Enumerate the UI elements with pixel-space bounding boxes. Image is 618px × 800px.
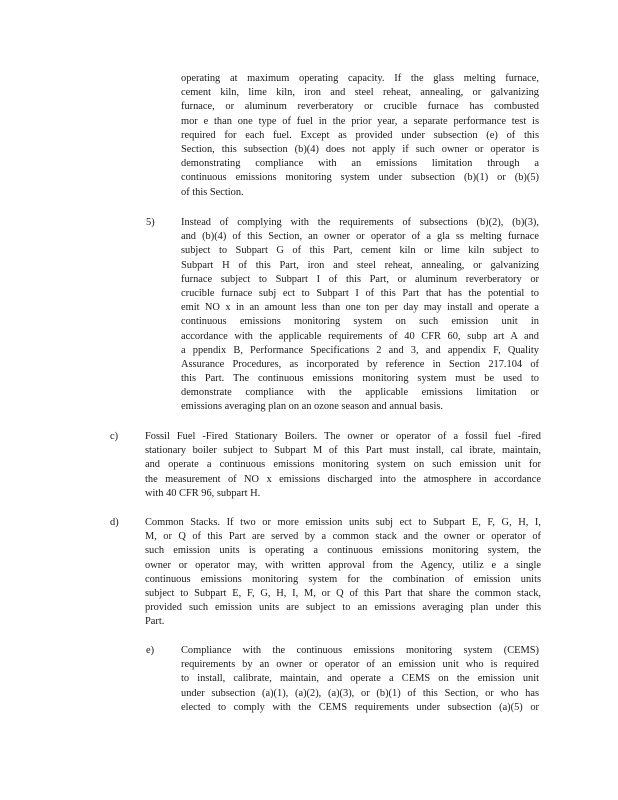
paragraph-line: stationary boiler subject to Subpart M of this Part must install, cal ibrate, maintain,	[145, 445, 541, 457]
paragraph-line: with 40 CFR 96, subpart H.	[145, 487, 261, 499]
paragraph-line: requirements by an owner or operator of an emission unit who is required	[181, 659, 539, 671]
paragraph-line: Instead of complying with the requirements of subsections (b)(2), (b)(3),	[181, 217, 539, 228]
paragraph-line: Assurance Procedures, as incorporated by reference in Section 217.104 of	[181, 358, 539, 370]
item-c-paragraph	[145, 430, 541, 501]
paragraph-line: furnace subject to Subpart I of this Part, or aluminum reverberatory or	[181, 273, 539, 285]
paragraph-line: Common Stacks. If two or more emission units subj ect to Subpart E, F, G, H, I,	[145, 517, 541, 528]
paragraph-line: continuous emissions monitoring system for the combination of emission units	[145, 573, 541, 585]
item-e-marker: e)	[146, 645, 155, 656]
item-5-marker: 5)	[146, 217, 155, 228]
paragraph-line: of this Section.	[181, 186, 244, 198]
paragraph-line: M, or Q of this Part are served by a common stack and the owner or operator of	[145, 531, 541, 543]
item-d-marker: d)	[110, 517, 119, 528]
item-5-paragraph	[181, 216, 539, 415]
paragraph-line: this Part. The continuous emissions monitoring system must be used to	[181, 373, 539, 385]
paragraph-line: crucible furnace subj ect to Subpart I of this Part that has the potential to	[181, 287, 539, 299]
paragraph-line: to install, calibrate, maintain, and operate a CEMS on the emission unit	[181, 673, 539, 685]
paragraph-line: the measurement of NO x emissions discharged into the atmosphere in accordance	[145, 473, 541, 485]
paragraph-line: owner or operator may, with written approval from the Agency, utiliz e a single	[145, 559, 541, 571]
paragraph-line: a ppendix B, Performance Specifications 2 and 3, and appendix F, Quality	[181, 344, 539, 356]
paragraph-line: Compliance with the continuous emissions monitoring system (CEMS)	[181, 645, 539, 656]
paragraph-line: and (b)(4) of this Section, an owner or operator of a gla ss melting furnace	[181, 231, 539, 243]
paragraph-line: continuous emissions monitoring system under subsection (b)(1) or (b)(5)	[181, 172, 539, 184]
item-e-paragraph	[181, 644, 539, 715]
paragraph-line: subject to Subpart E, F, G, H, I, M, or Q of this Part that share the common stack,	[145, 587, 541, 599]
paragraph-line: demonstrate compliance with the applicable emissions limitation or	[181, 387, 539, 399]
paragraph-line: subject to Subpart G of this Part, cement kiln or lime kiln subject to	[181, 245, 539, 257]
paragraph-line: operating at maximum operating capacity. If the glass melting furnace,	[181, 73, 539, 84]
item-c-marker: c)	[110, 431, 119, 442]
paragraph-line: Fossil Fuel -Fired Stationary Boilers. The owner or operator of a fossil fuel -fired	[145, 431, 541, 442]
paragraph-line: and operate a continuous emissions monitoring system on such emission unit for	[145, 459, 541, 471]
paragraph-line: demonstrating compliance with an emissions limitation through a	[181, 158, 539, 170]
paragraph-line: such emission units is operating a continuous emissions monitoring system, the	[145, 545, 541, 557]
paragraph-line: Subpart H of this Part, iron and steel reheat, annealing, or galvanizing	[181, 259, 539, 271]
paragraph-line: emit NO x in an amount less than one ton per day may install and operate a	[181, 302, 539, 314]
paragraph-line: continuous emissions monitoring system on such emission unit in	[181, 316, 539, 328]
continuation-paragraph	[181, 72, 539, 200]
paragraph-line: required for each fuel. Except as provided under subsection (e) of this	[181, 129, 539, 141]
paragraph-line: Section, this subsection (b)(4) does not apply if such owner or operator is	[181, 143, 539, 155]
paragraph-line: furnace, or aluminum reverberatory or crucible furnace has combusted	[181, 101, 539, 113]
paragraph-line: elected to comply with the CEMS requirements under subsection (a)(5) or	[181, 701, 539, 713]
item-d-paragraph	[145, 516, 541, 630]
paragraph-line: mor e than one type of fuel in the prior year, a separate performance test is	[181, 115, 539, 127]
paragraph-line: provided such emission units are subject to an emissions averaging plan under this	[145, 602, 541, 614]
paragraph-line: accordance with the applicable requirements of 40 CFR 60, subp art A and	[181, 330, 539, 342]
paragraph-line: cement kiln, lime kiln, iron and steel reheat, annealing, or galvanizing	[181, 87, 539, 99]
paragraph-line: under subsection (a)(1), (a)(2), (a)(3), or (b)(1) of this Section, or who has	[181, 687, 539, 699]
paragraph-line: Part.	[145, 616, 165, 628]
paragraph-line: emissions averaging plan on an ozone season and annual basis.	[181, 401, 444, 413]
